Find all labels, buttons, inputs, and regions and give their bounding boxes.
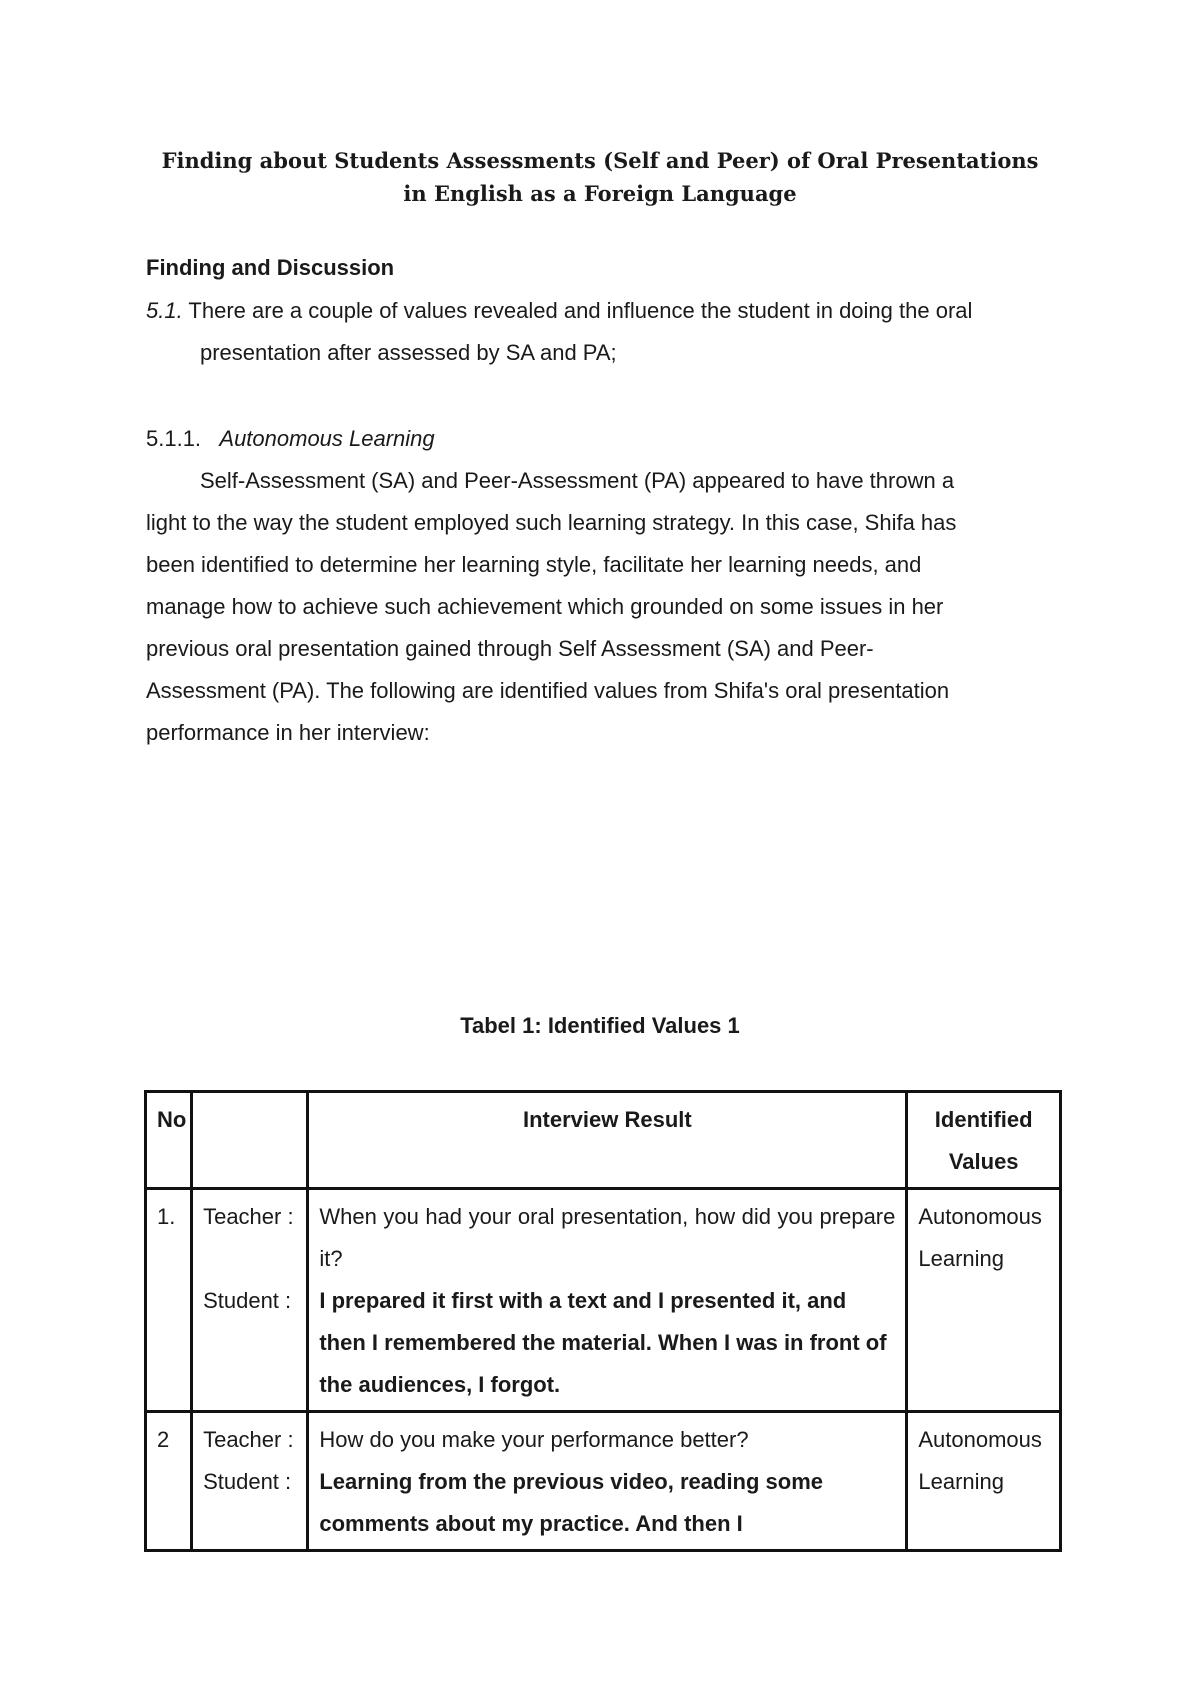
- teacher-label: Teacher :: [203, 1427, 294, 1452]
- header-interview-result: Interview Result: [308, 1092, 907, 1189]
- header-speaker: [192, 1092, 308, 1189]
- teacher-question: How do you make your performance better?: [319, 1427, 749, 1452]
- paragraph-line: Assessment (PA). The following are identified values from Shifa's oral presentation: [146, 678, 950, 703]
- subsection-title: Autonomous Learning: [219, 426, 435, 451]
- row-number: 2: [146, 1412, 192, 1551]
- point-number: 5.1.: [146, 298, 183, 323]
- title-line-1: Finding about Students Assessments (Self and Peer) of Oral Presentations: [161, 148, 1039, 173]
- student-answer: I prepared it first with a text and I presented it, and then I remembered the material. When I was in front of the audiences, I forgot.: [319, 1288, 887, 1397]
- student-label: Student :: [203, 1469, 292, 1494]
- teacher-label: Teacher :: [203, 1204, 294, 1229]
- point-text-line-1: There are a couple of values revealed and influence the student in doing the oral: [182, 298, 973, 323]
- paragraph-line: previous oral presentation gained through Self Assessment (SA) and Peer-: [146, 636, 874, 661]
- body-paragraph: [146, 460, 1066, 754]
- point-5-1: [146, 290, 1066, 332]
- speaker-labels: [192, 1412, 308, 1551]
- speaker-labels: [192, 1189, 308, 1412]
- identified-values-table: [144, 1090, 1062, 1552]
- paragraph-line: been identified to determine her learning style, facilitate her learning needs, and: [146, 552, 922, 577]
- student-label: Student :: [203, 1288, 292, 1313]
- student-answer: Learning from the previous video, reading some comments about my practice. And then I: [319, 1469, 824, 1536]
- paragraph-line: Self-Assessment (SA) and Peer-Assessment (PA) appeared to have thrown a: [200, 468, 955, 493]
- identified-value: Autonomous Learning: [907, 1189, 1061, 1412]
- interview-result: [308, 1189, 907, 1412]
- table-row: [146, 1412, 1061, 1551]
- paragraph-line: manage how to achieve such achievement which grounded on some issues in her: [146, 594, 944, 619]
- identified-value: Autonomous Learning: [907, 1412, 1061, 1551]
- row-number: 1.: [146, 1189, 192, 1412]
- table-header-row: [146, 1092, 1061, 1189]
- header-identified-values: Identified Values: [907, 1092, 1061, 1189]
- teacher-question: When you had your oral presentation, how did you prepare it?: [319, 1204, 896, 1271]
- paragraph-line: performance in her interview:: [146, 720, 430, 745]
- table-caption: Tabel 1: Identified Values 1: [460, 1013, 740, 1038]
- header-no: No: [146, 1092, 192, 1189]
- table-row: [146, 1189, 1061, 1412]
- point-text-line-2: presentation after assessed by SA and PA;: [200, 340, 617, 365]
- subsection-number: 5.1.1.: [146, 426, 202, 451]
- interview-result: [308, 1412, 907, 1551]
- title-line-2: in English as a Foreign Language: [403, 181, 797, 206]
- subsection-heading: [146, 418, 1066, 460]
- paragraph-line: light to the way the student employed such learning strategy. In this case, Shifa has: [146, 510, 957, 535]
- section-heading: Finding and Discussion: [146, 255, 395, 280]
- document-title: [100, 144, 1100, 210]
